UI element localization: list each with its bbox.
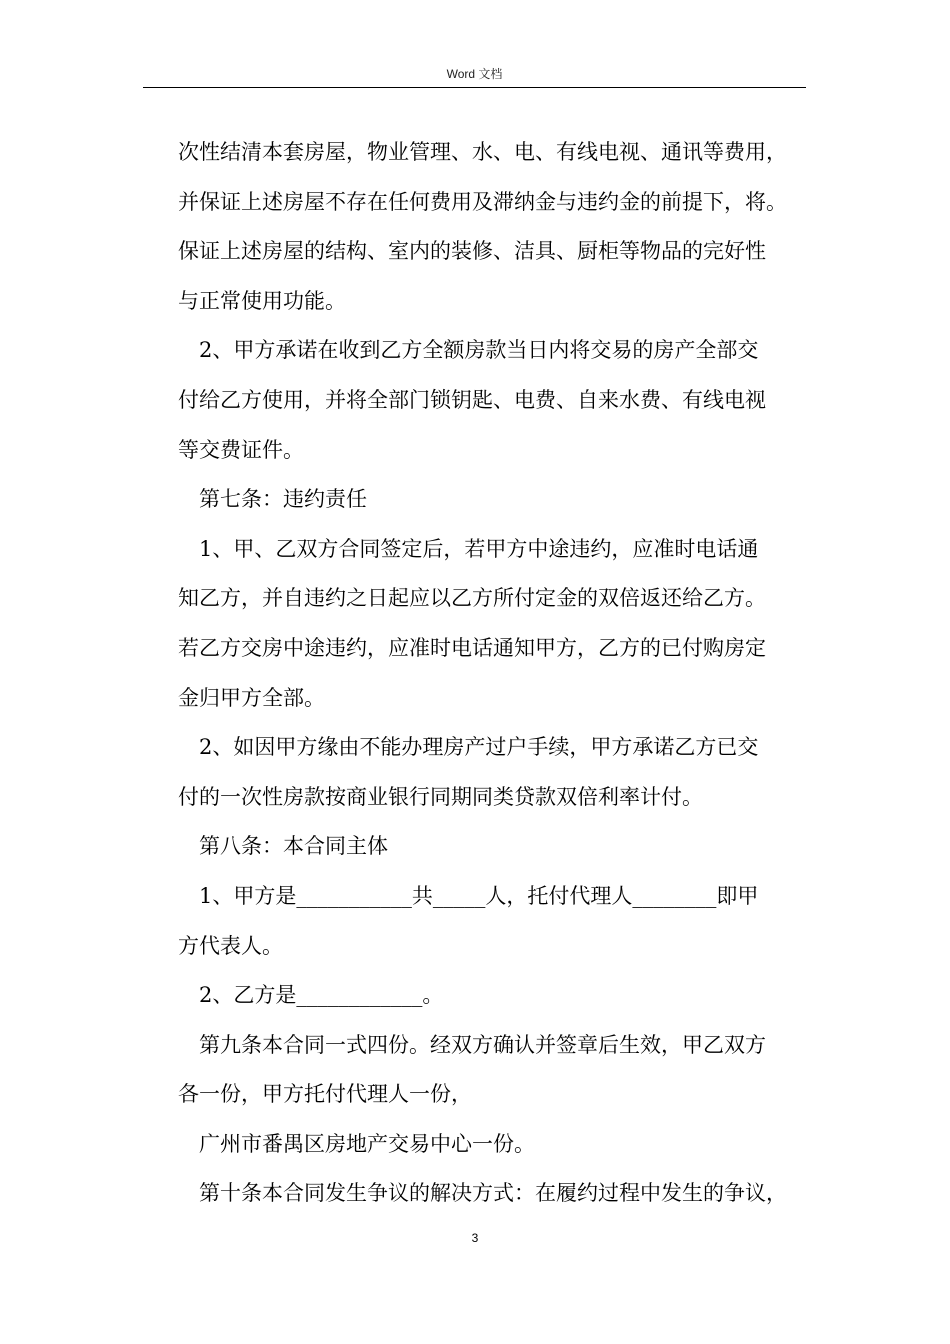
text-line: 2、甲方承诺在收到乙方全额房款当日内将交易的房产全部交 [199, 338, 759, 363]
text-line: 知乙方，并自违约之日起应以乙方所付定金的双倍返还给乙方。 [178, 586, 766, 611]
text-line: 第七条：违约责任 [199, 487, 367, 512]
text-line: 方代表人。 [178, 933, 283, 958]
text-line: 次性结清本套房屋，物业管理、水、电、有线电视、通讯等费用， [178, 140, 787, 164]
text-line: 金归甲方全部。 [178, 685, 325, 710]
text-line: 2、如因甲方缘由不能办理房产过户手续，甲方承诺乙方已交 [199, 735, 759, 760]
page-number: 3 [471, 1231, 479, 1245]
text-line: 付给乙方使用，并将全部门锁钥匙、电费、自来水费、有线电视 [178, 387, 766, 412]
text-line: 1、甲方是___________共_____人，托付代理人________即甲 [199, 883, 759, 908]
text-line: 1、甲、乙双方合同签定后，若甲方中途违约，应准时电话通 [199, 536, 759, 561]
text-line: 付的一次性房款按商业银行同期同类贷款双倍利率计付。 [178, 784, 703, 809]
text-line: 第九条本合同一式四份。经双方确认并签章后生效，甲乙双方 [199, 1032, 766, 1057]
document-body [178, 128, 818, 1219]
page-header: Word 文档 [446, 67, 503, 81]
text-line: 第八条：本合同主体 [199, 834, 388, 859]
text-line: 若乙方交房中途违约，应准时电话通知甲方，乙方的已付购房定 [178, 635, 766, 660]
text-line: 各一份，甲方托付代理人一份， [178, 1082, 472, 1107]
header-divider [143, 87, 806, 88]
text-line: 广州市番禺区房地产交易中心一份。 [199, 1131, 535, 1156]
text-line: 与正常使用功能。 [178, 288, 346, 313]
text-line: 保证上述房屋的结构、室内的装修、洁具、厨柜等物品的完好性 [178, 239, 766, 264]
text-line: 2、乙方是____________。 [199, 983, 444, 1008]
text-line: 并保证上述房屋不存在任何费用及滞纳金与违约金的前提下，将。 [178, 189, 787, 214]
text-line: 等交费证件。 [178, 437, 304, 462]
text-line: 第十条本合同发生争议的解决方式：在履约过程中发生的争议， [199, 1181, 787, 1206]
